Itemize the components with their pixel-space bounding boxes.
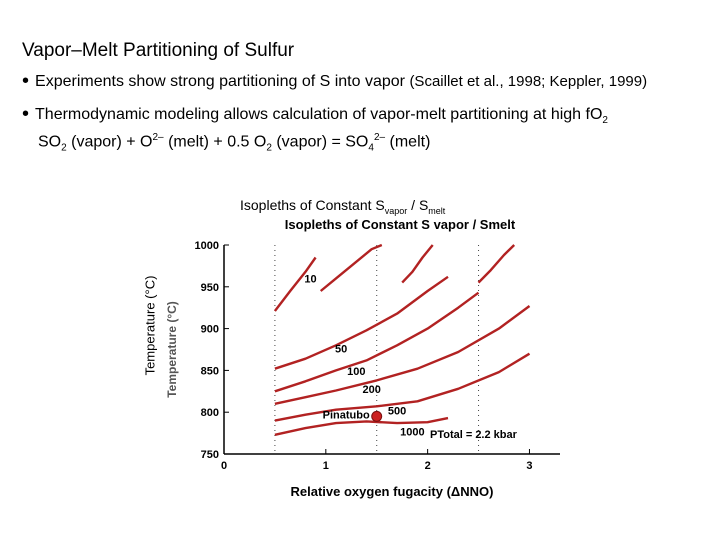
curve-label: 1000 — [400, 426, 425, 439]
curve-label: 50 — [334, 343, 348, 356]
eq-part: SO — [38, 133, 62, 151]
curve-label: 200 — [362, 383, 381, 396]
y-tick-label: 750 — [200, 449, 219, 461]
eq-sub: 4 — [368, 142, 374, 154]
eq-sup: 2– — [152, 132, 164, 143]
eq-part: (vapor) + O — [66, 133, 153, 151]
curve-label: 100 — [347, 366, 366, 379]
curve-label: 10 — [304, 273, 317, 286]
x-tick-label: 1 — [322, 460, 329, 472]
caption-part: Isopleths of Constant S — [240, 197, 385, 213]
curve-label: Pinatubo — [322, 409, 370, 422]
pinatubo-point — [372, 411, 382, 421]
caption-sub: melt — [428, 205, 446, 216]
y-tick-label: 950 — [200, 281, 219, 294]
y-tick-label: 900 — [200, 323, 219, 336]
bullet-dot: • — [22, 70, 30, 92]
x-axis-label: Relative oxygen fugacity (ΔNNO) — [290, 484, 494, 499]
citation: (Scaillet et al., 1998; Keppler, 1999) — [409, 73, 648, 90]
curve-label: PTotal = 2.2 kbar — [429, 428, 517, 441]
eq-sup: 2– — [373, 132, 386, 143]
slide-title: Vapor–Melt Partitioning of Sulfur — [22, 40, 295, 61]
bullet-text: Experiments show strong partitioning of S into vapor — [35, 73, 405, 90]
caption-part: / S — [407, 197, 429, 213]
chart-title: Isopleths of Constant S vapor / Smelt — [284, 217, 516, 232]
isopleth-line — [402, 245, 433, 283]
isopleth-line — [275, 293, 479, 392]
x-tick-label: 2 — [424, 460, 431, 472]
eq-sub: 2 — [61, 142, 67, 154]
isopleth-line — [321, 245, 382, 291]
y-tick-label: 800 — [200, 407, 219, 420]
eq-part: (melt) + 0.5 O — [163, 133, 267, 151]
y-tick-label: 1000 — [194, 240, 219, 252]
x-tick-label: 0 — [220, 460, 228, 472]
x-tick-label: 3 — [526, 460, 533, 472]
caption-sub: vapor — [384, 205, 408, 216]
isopleth-line — [275, 277, 448, 369]
curve-label: 500 — [387, 405, 407, 418]
y-tick-label: 850 — [200, 365, 219, 378]
eq-part: (melt) — [385, 133, 431, 151]
eq-part: (vapor) = SO — [271, 133, 369, 151]
eq-sub: 2 — [266, 142, 272, 154]
y-axis-label: Temperature (°C) — [165, 301, 179, 398]
overlay-ylabel: Temperature (°C) — [142, 275, 158, 376]
subscript: 2 — [602, 115, 608, 127]
bullet-text: Thermodynamic modeling allows calculation of vapor-melt partitioning at high fO — [35, 106, 603, 123]
isopleth-line — [479, 245, 515, 283]
bullet-dot: • — [22, 103, 30, 125]
